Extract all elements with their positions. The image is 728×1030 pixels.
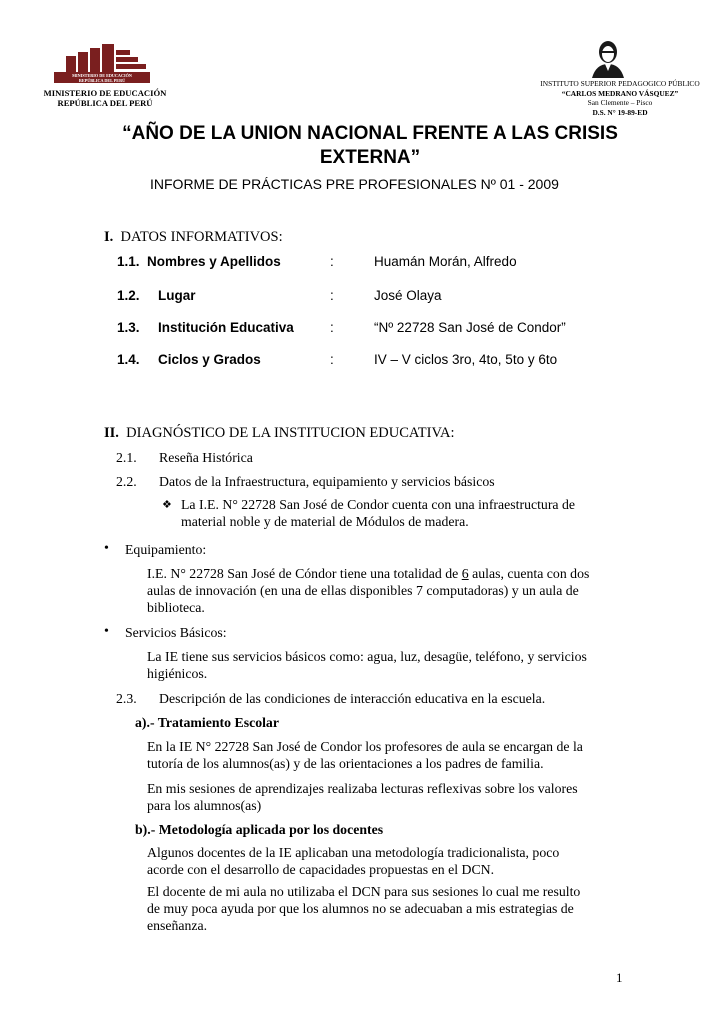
ministry-logo [50, 44, 160, 84]
classroom-count: 6 [461, 566, 469, 581]
page-title: “AÑO DE LA UNION NACIONAL FRENTE A LAS CRISIS EXTERNA” [122, 123, 618, 168]
institute-decree: D.S. N° 19-89-ED [592, 107, 648, 117]
servicios-line: higiénicos. [147, 666, 208, 681]
diamond-line: La I.E. N° 22728 San José de Condor cuenta con una infraestructura de [181, 497, 576, 512]
para-line: para los alumnos(as) [147, 798, 262, 813]
institute-caption [520, 79, 720, 117]
item-2-1-text: Reseña Histórica [159, 450, 253, 465]
logo-text-line1: MINISTERIO DE EDUCACIÓN [72, 73, 132, 78]
para-line: Algunos docentes de la IE aplicaban una metodología tradicionalista, poco [147, 845, 560, 860]
info-value: IV – V ciclos 3ro, 4to, 5to y 6to [374, 352, 558, 367]
item-2-3-text: Descripción de las condiciones de interacción educativa en la escuela. [159, 691, 546, 706]
section-1-title: DATOS INFORMATIVOS: [120, 229, 283, 245]
institute-name: INSTITUTO SUPERIOR PEDAGOGICO PÚBLICO [540, 79, 700, 88]
item-2-2-text: Datos de la Infraestructura, equipamiento y servicios básicos [159, 474, 495, 489]
equipamiento-line1-pre: I.E. N° 22728 San José de Cóndor tiene una totalidad de [147, 566, 462, 581]
info-value: José Olaya [374, 288, 442, 303]
info-label: Nombres y Apellidos [147, 254, 281, 269]
report-subtitle: INFORME DE PRÁCTICAS PRE PROFESIONALES Nº 01 - 2009 [150, 176, 559, 192]
info-num: 1.3. [117, 320, 140, 335]
item-2-1-num: 2.1. [116, 450, 137, 465]
subsection-a-title: a).- Tratamiento Escolar [135, 715, 279, 730]
servicios-line: La IE tiene sus servicios básicos como: agua, luz, desagüe, teléfono, y servicios [147, 649, 587, 664]
para-line: En la IE N° 22728 San José de Condor los profesores de aula se encargan de la [147, 739, 583, 754]
section-2-title: DIAGNÓSTICO DE LA INSTITUCION EDUCATIVA: [126, 425, 455, 441]
servicios-label: Servicios Básicos: [125, 625, 227, 640]
diamond-item-text [181, 496, 575, 530]
subsection-a-para1 [147, 738, 583, 772]
para-line: En mis sesiones de aprendizajes realizaba lecturas reflexivas sobre los valores [147, 781, 578, 796]
para-line: tutoría de los alumnos(as) y de las orientaciones a los padres de familia. [147, 756, 544, 771]
equipamiento-line [147, 565, 589, 582]
diamond-line: material noble y de material de Módulos de madera. [181, 514, 469, 529]
subsection-b-para1 [147, 844, 559, 878]
institute-location: San Clemente – Pisco [587, 98, 653, 107]
info-row-cycles [0, 352, 728, 372]
info-label: Institución Educativa [158, 320, 294, 335]
para-line: El docente de mi aula no utilizaba el DCN para sus sesiones lo cual me resulto [147, 884, 581, 899]
item-2-3-num: 2.3. [116, 691, 137, 706]
info-value: “Nº 22728 San José de Condor” [374, 320, 566, 335]
institute-patron: “CARLOS MEDRANO VÁSQUEZ” [561, 88, 679, 98]
section-2-heading [104, 425, 455, 442]
subsection-b-para2 [147, 883, 580, 934]
info-row-institution [0, 320, 728, 340]
subsection-a-para2 [147, 780, 578, 814]
section-1-number: I. [104, 229, 114, 245]
info-num: 1.1. [117, 254, 140, 269]
info-num: 1.4. [117, 352, 140, 367]
page-number: 1 [616, 970, 623, 985]
ministry-caption-line1: MINISTERIO DE EDUCACIÓN [43, 88, 167, 98]
info-row-name [0, 254, 728, 274]
logo-text-line2: REPÚBLICA DEL PERÚ [78, 78, 126, 83]
equipamiento-line1-post: aulas, cuenta con dos [468, 566, 590, 581]
para-line: enseñanza. [147, 918, 208, 933]
founder-portrait-icon [588, 38, 628, 78]
info-label: Ciclos y Grados [158, 352, 261, 367]
item-2-2-num: 2.2. [116, 474, 137, 489]
info-colon: : [330, 352, 334, 367]
diamond-bullet-icon: ❖ [162, 499, 172, 511]
section-2-number: II. [104, 425, 119, 441]
info-label: Lugar [158, 288, 196, 303]
subsection-b-title: b).- Metodología aplicada por los docentes [135, 822, 384, 837]
ministry-caption [34, 88, 176, 108]
bullet-icon: • [104, 541, 109, 556]
info-colon: : [330, 254, 334, 269]
info-colon: : [330, 320, 334, 335]
info-colon: : [330, 288, 334, 303]
servicios-text [147, 648, 587, 682]
equipamiento-line: aulas de innovación (en una de ellas disponibles 7 computadoras) y un aula de [147, 583, 579, 598]
ministry-caption-line2: REPÚBLICA DEL PERÚ [57, 98, 153, 108]
equipamiento-text [147, 565, 589, 616]
info-num: 1.2. [117, 288, 140, 303]
para-line: de muy poca ayuda por que los alumnos no se adecuaban a mis estrategias de [147, 901, 574, 916]
para-line: acorde con el desarrollo de capacidades propuestas en el DCN. [147, 862, 495, 877]
section-1-heading [104, 229, 283, 246]
info-row-place [0, 288, 728, 308]
equipamiento-label: Equipamiento: [125, 542, 207, 557]
bullet-icon: • [104, 624, 109, 639]
equipamiento-line: biblioteca. [147, 600, 205, 615]
info-value: Huamán Morán, Alfredo [374, 254, 517, 269]
